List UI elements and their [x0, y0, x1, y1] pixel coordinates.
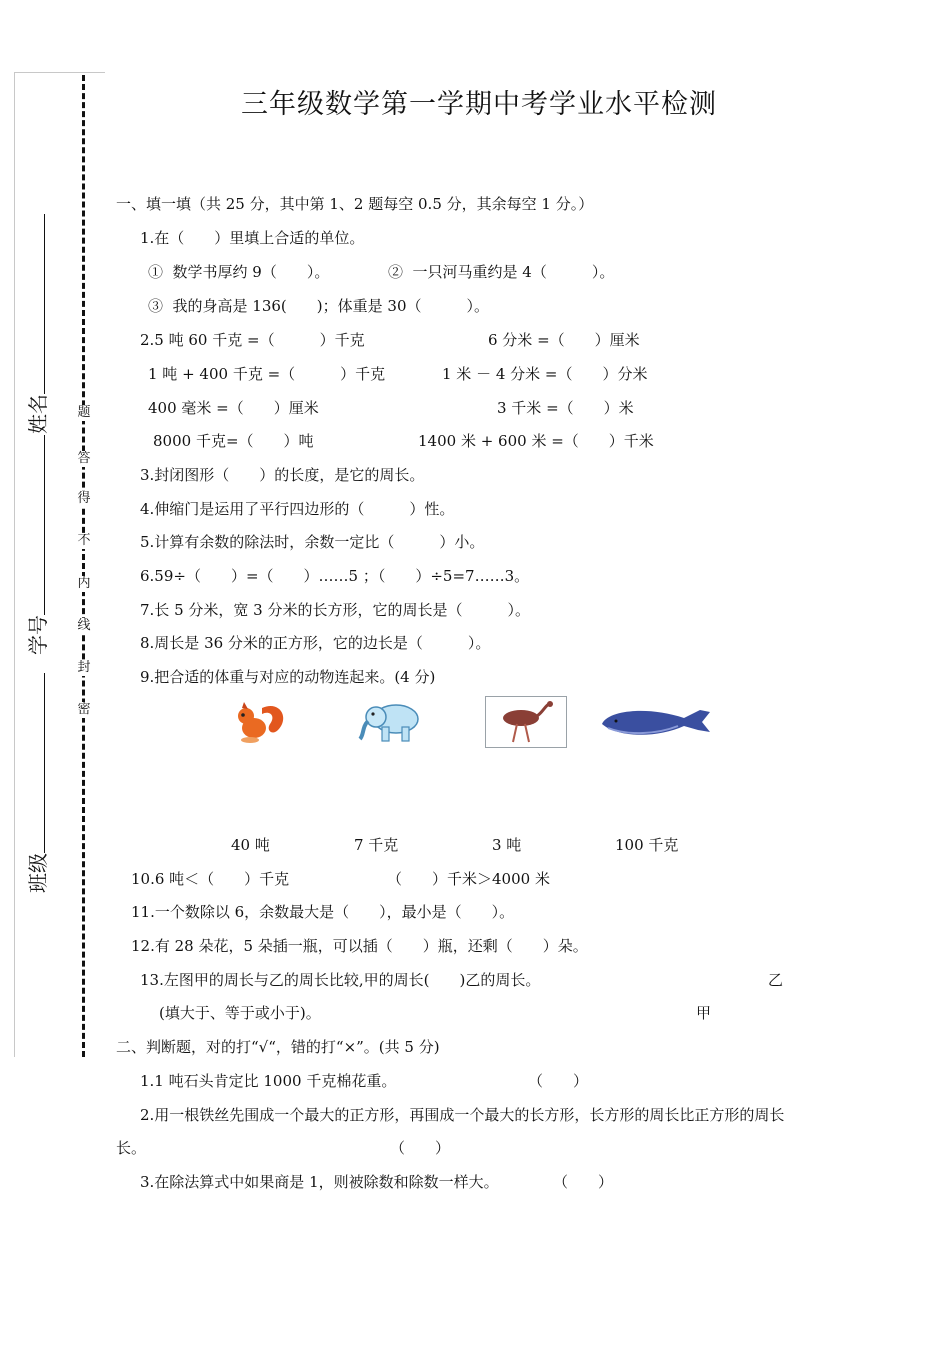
question-3: 3.封闭图形（ ）的长度，是它的周长。 [140, 466, 425, 484]
question-2-row1b: 6 分米 =（ ）厘米 [488, 331, 640, 349]
question-1b: ② 一只河马重约是 4（ ）。 [388, 263, 615, 281]
answer-paren[interactable]: （ ） [553, 1173, 614, 1191]
weight-option: 40 吨 [231, 836, 270, 854]
class-field[interactable] [26, 673, 50, 893]
class-label: 班级 [26, 853, 50, 893]
section-heading: 二、判断题，对的打“√“，错的打“×”。(共 5 分) [116, 1038, 440, 1056]
shape-label-jia: 甲 [696, 1004, 712, 1022]
question-2-row1a: 2.5 吨 60 千克 =（ ）千克 [140, 331, 365, 349]
question-7: 7.长 5 分米，宽 3 分米的长方形，它的周长是（ ）。 [140, 601, 530, 619]
question-12: 12.有 28 朵花，5 朵插一瓶，可以插（ ）瓶，还剩（ ）朵。 [131, 937, 588, 955]
question-2-row3a: 400 毫米 =（ ）厘米 [148, 399, 319, 417]
judge-question-2-cont: 长。 [116, 1139, 147, 1157]
page-title: 三年级数学第一学期中考学业水平检测 [241, 89, 717, 120]
seal-char: 得 [75, 491, 93, 507]
question-13: 13.左图甲的周长与乙的周长比较,甲的周长( )乙的周长。 [140, 971, 541, 989]
student-no-label: 学号 [26, 615, 50, 655]
seal-char: 密 [75, 702, 93, 718]
seal-char: 题 [75, 405, 93, 421]
weight-option: 3 吨 [492, 836, 522, 854]
student-no-field[interactable] [26, 435, 50, 655]
answer-paren[interactable]: （ ） [528, 1072, 589, 1090]
question-10b: （ ）千米＞4000 米 [387, 870, 550, 888]
name-field[interactable] [26, 214, 50, 434]
question-6: 6.59÷（ ）=（ ）……5 ；（ ）÷5=7……3。 [140, 567, 530, 585]
seal-char: 封 [75, 660, 93, 676]
judge-question-2: 2.用一根铁丝先围成一个最大的正方形，再围成一个最大的长方形，长方形的周长比正方形的周长 [140, 1106, 785, 1124]
question-2-row4a: 8000 千克=（ ）吨 [153, 432, 314, 450]
question-4: 4.伸缩门是运用了平行四边形的（ ）性。 [140, 500, 455, 518]
weight-option: 100 千克 [615, 836, 679, 854]
question-1a: ① 数学书厚约 9（ ）。 [148, 263, 330, 281]
judge-question-3: 3.在除法算式中如果商是 1，则被除数和除数一样大。 [140, 1173, 499, 1191]
seal-char: 答 [75, 451, 93, 467]
whale-icon [598, 702, 714, 742]
section-heading: 一、填一填（共 25 分，其中第 1、2 题每空 0.5 分，其余每空 1 分。） [116, 195, 594, 213]
ostrich-icon [485, 696, 567, 748]
seal-line [82, 75, 85, 1057]
question-9: 9.把合适的体重与对应的动物连起来。(4 分) [140, 668, 436, 686]
name-label: 姓名 [26, 394, 50, 434]
seal-char: 线 [75, 618, 93, 634]
question-2-row2a: 1 吨 + 400 千克 =（ ）千克 [148, 365, 386, 383]
squirrel-icon [232, 700, 290, 746]
seal-char: 内 [75, 576, 93, 592]
question-5: 5.计算有余数的除法时，余数一定比（ ）小。 [140, 533, 485, 551]
question-2-row4b: 1400 米 + 600 米 =（ ）千米 [418, 432, 654, 450]
question-13-hint: (填大于、等于或小于)。 [159, 1004, 321, 1022]
question-2-row3b: 3 千米 =（ ）米 [497, 399, 634, 417]
answer-paren[interactable]: （ ） [390, 1139, 451, 1157]
elephant-icon [358, 699, 426, 745]
question-1c: ③ 我的身高是 136( )；体重是 30（ ）。 [148, 297, 489, 315]
question-8: 8.周长是 36 分米的正方形，它的边长是（ ）。 [140, 634, 491, 652]
question-1: 1.在（ ）里填上合适的单位。 [140, 229, 365, 247]
question-2-row2b: 1 米 － 4 分米 =（ ）分米 [442, 365, 648, 383]
seal-char: 不 [75, 533, 93, 549]
judge-question-1: 1.1 吨石头肯定比 1000 千克棉花重。 [140, 1072, 397, 1090]
question-11: 11.一个数除以 6，余数最大是（ ），最小是（ ）。 [131, 903, 515, 921]
shape-label-yi: 乙 [768, 971, 784, 989]
weight-option: 7 千克 [354, 836, 399, 854]
question-10a: 10.6 吨＜（ ）千克 [131, 870, 290, 888]
